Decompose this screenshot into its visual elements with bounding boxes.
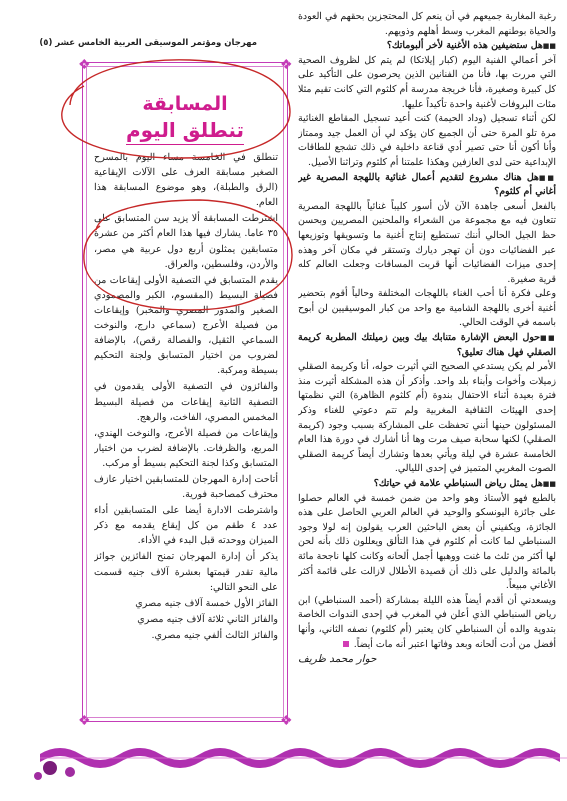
question-heading: ■■ هل هناك مشروع لتقديم أعمال غنائية باللهجة المصرية غير أغاني أم كلثوم؟ (298, 171, 556, 200)
prize-line: والفائز الثالث ألفي جنيه مصري. (151, 629, 278, 641)
paragraph: رغبة المغاربة جميعهم في أن ينعم كل المحتجزين بحقهم في العودة والحياة بوطنهم المغرب وسط أهلهم وذويهم. (298, 11, 556, 37)
ornament-corner-icon: ❖ (280, 57, 293, 73)
paragraph: وعلى فكرة أنا أحب الغناء باللهجات المختلفة وحالياً أقوم بتحضير أغنية أخرى باللهجة الشامية مع واحد من كبار الموسيقيين لن أبوح باسمه في الوقت الحالي. (298, 288, 556, 329)
prize-line: والفائز الثاني ثلاثة آلاف جنيه مصري (137, 613, 278, 625)
footer-caption: مهرجان ومؤتمر الموسيقى العربية الخامس عشر (٥) (39, 38, 257, 48)
question-heading: ■■ هل يمثل رياض السنباطي علامة في حياتك؟ (298, 477, 556, 492)
paragraph: أتاحت إدارة المهرجان للمتسابقين اختيار عازف محترف كمصاحبة فورية. (94, 473, 278, 501)
annotation-circle-headline (62, 57, 290, 158)
paragraph: بالطبع فهو الأستاذ وهو واحد من ضمن خمسة في العالم حصلوا على جائزة اليونسكو والوحيد في العالم العربي الحاصل على هذه الجائزة، ويكفيني أن بعض الباحثين العرب يقولون إنه لولا وجود السنباطي لما كانت أم كلثوم في هذا التألق ويعللون ذلك بأنه لحن لها أكثر من ثلث ما غنت ووهبها أجمل ألحانه وكانت كلها ناجحة مائة بالمائة والدليل على ذلك أن قصيدة الأطلال لازالت على قائمة أكثر الأغاني مبيعاً. (298, 492, 556, 592)
paragraph: لكن أثناء تسجيل (وداد الحيمة) كنت أعيد تسجيل المقاطع الغنائية مرة تلو المرة حتى أن الجميع كان يؤكد لي أن العمل جيد وممتاز وأنا أكون أنا حتى تصير أدي قناعة داخلية في ذلك تشجع للطاقات الإبداعية حتى لدى العازفين وهكذا علمتنا أم كلثوم وتراثنا الأصيل. (298, 113, 556, 168)
ornament-corner-icon: ❖ (280, 713, 293, 729)
footer-wave-ornament (0, 728, 567, 801)
prize-line: الفائز الأول خمسة آلاف جنيه مصري (135, 597, 278, 609)
paragraph: واشترطت الادارة أيضا على المتسابقين أداء عدد ٤ طقم من كل إيقاع يقدمه مع ذكر الميزان ووحدته قبل البدء في الأداء. (94, 505, 278, 547)
paragraph: يقدم المتسابق في التصفية الأولى إيقاعات من فصيلة البسيط (المقسوم، الكبر والمصمودي الصغير والمدور المصري والمخبر) وإيقاعات من فصيلة الأعرج (سماعي دارج، والنوخت السماعي الثقيل، والفصالة رقص)، بالإضافة لضروب من اختيار المتسابق ولجنة التحكيم بسيطة ومركبة. (94, 274, 278, 377)
question-heading: ■■ هل ستضيفين هذه الأغنية لأخر ألبوماتك؟ (298, 39, 556, 54)
paragraph: بالفعل أسعى جاهدة الآن لأن أسور كليباً غنائياً باللهجة المصرية تتعاون فيه مع مجموعة من الشعراء والملحنين المصريين وبحسن حظ الجيل الحالي أننك تستطيع إنتاج أغنية ما وتسويقها وتوزيعها عبر الفضائيات دون أن تهجر ديارك وتستقر في مكان آخر وهذه إحدى ميزات الفضائيات أنها قربت المسافات وجعلت العالم كله قرية صغيرة. (298, 200, 556, 285)
paragraph: وإيقاعات من فصيلة الأعرج، والنوخت الهندي، المربع، والظرفات. بالإضافة لضرب من اختيار المتسابق وكذا لجنة التحكيم بسيط أو مركب. (94, 427, 278, 469)
paragraph: تنطلق في الخامسة مساء اليوم بالمسرح الصغير مسابقة العزف على الآلات الإيقاعية (الرق والطبلة)، وهو موضوع المسابقة هذا العام. (94, 152, 278, 209)
paragraph: الأمر لم يكن يستدعي الصحيح التي أثيرت حوله، أنا وكريمة الصقلي زميلات وأخوات وأبناء بلد واحد. وأذكر أن هذه المشكلة أثيرت منذ فترة بعيدة أثناء الاحتفال بندوة (أم كلثوم الظاهرة) التي نظمتها إحدى الهيئات الثقافية المغربية ولم تتم دعوتي للغناء وذكر المسئولون حينها أنني تحفظت على المشاركة بسبب وجود (كريمة الصقلي) لكنها سحابة صيف مرت وها أنا أشارك في دورة هذا العام الخامسة عشرة في ليلة ويأتي بعدها وتشارك أيضاً كريمة الصقلي الصوت المغربي المتميز في إحدى الليالي. (298, 361, 556, 475)
annotation-circle-age-rule (84, 200, 292, 310)
paragraph: آخر أعمالي الفنية اليوم (كبار إيلاتكا) لم يتم كل لظروف الصحية التي مررت بها، فأنا من الفنانين الذين يحرصون على التأكيد على كل كبيرة وصغيرة، فأنا خريجة مدرسة أم كلثوم التي كانت تقيم مثلا مئات البروفات لأغنية واحدة تأكيداً عليها. (298, 54, 556, 110)
ornament-corner-icon: ❖ (78, 713, 91, 729)
author-signature: حوار محمد ظريف (298, 653, 377, 666)
paragraph: والفائزون في التصفية الأولى يقدمون في التصفية الثانية إيقاعات من فصيلة البسيط المخمس المصري، الفاخت، والرهج. (94, 381, 278, 423)
paragraph: يذكر أن إدارة المهرجان تمنح الفائزين جوائز مالية تقدر قيمتها بعشرة آلاف جنيه قسمت على النحو التالي: (94, 551, 278, 593)
question-heading: ■■ حول البعض الإشارة متنابك بيك وبين زميلتك المطربة كريمة الصقلي فهل هناك تعليق؟ (298, 331, 556, 360)
headline-line-1: المسابقة (142, 93, 228, 115)
ornament-corner-icon: ❖ (78, 57, 91, 73)
headline-line-2: تنطلق اليوم (126, 116, 244, 145)
paragraph-text: ويسعدني أن أقدم أيضاً هذه الليلة بمشاركة (أحمد السنباطي) ابن رياض السنباطي الذي أعلن في المغرب في إحدى الندوات الخاصة بتدوية والده أن السنباطي كان يعتبر (أم كلثوم) نصفه الثاني، وأنها أفضل من أدت ألحانه وبعد وفاتها اعتبر أنه مات أيضاً. (298, 594, 556, 650)
paragraph: اشترطت المسابقة ألا يزيد سن المتسابق على ٣٥ عاما. يشارك فيها هذا العام أكثر من عشرة متسابقين يمثلون أربع دول عربية هي مصر، والأردن، وفلسطين، والعراق. (94, 213, 278, 270)
